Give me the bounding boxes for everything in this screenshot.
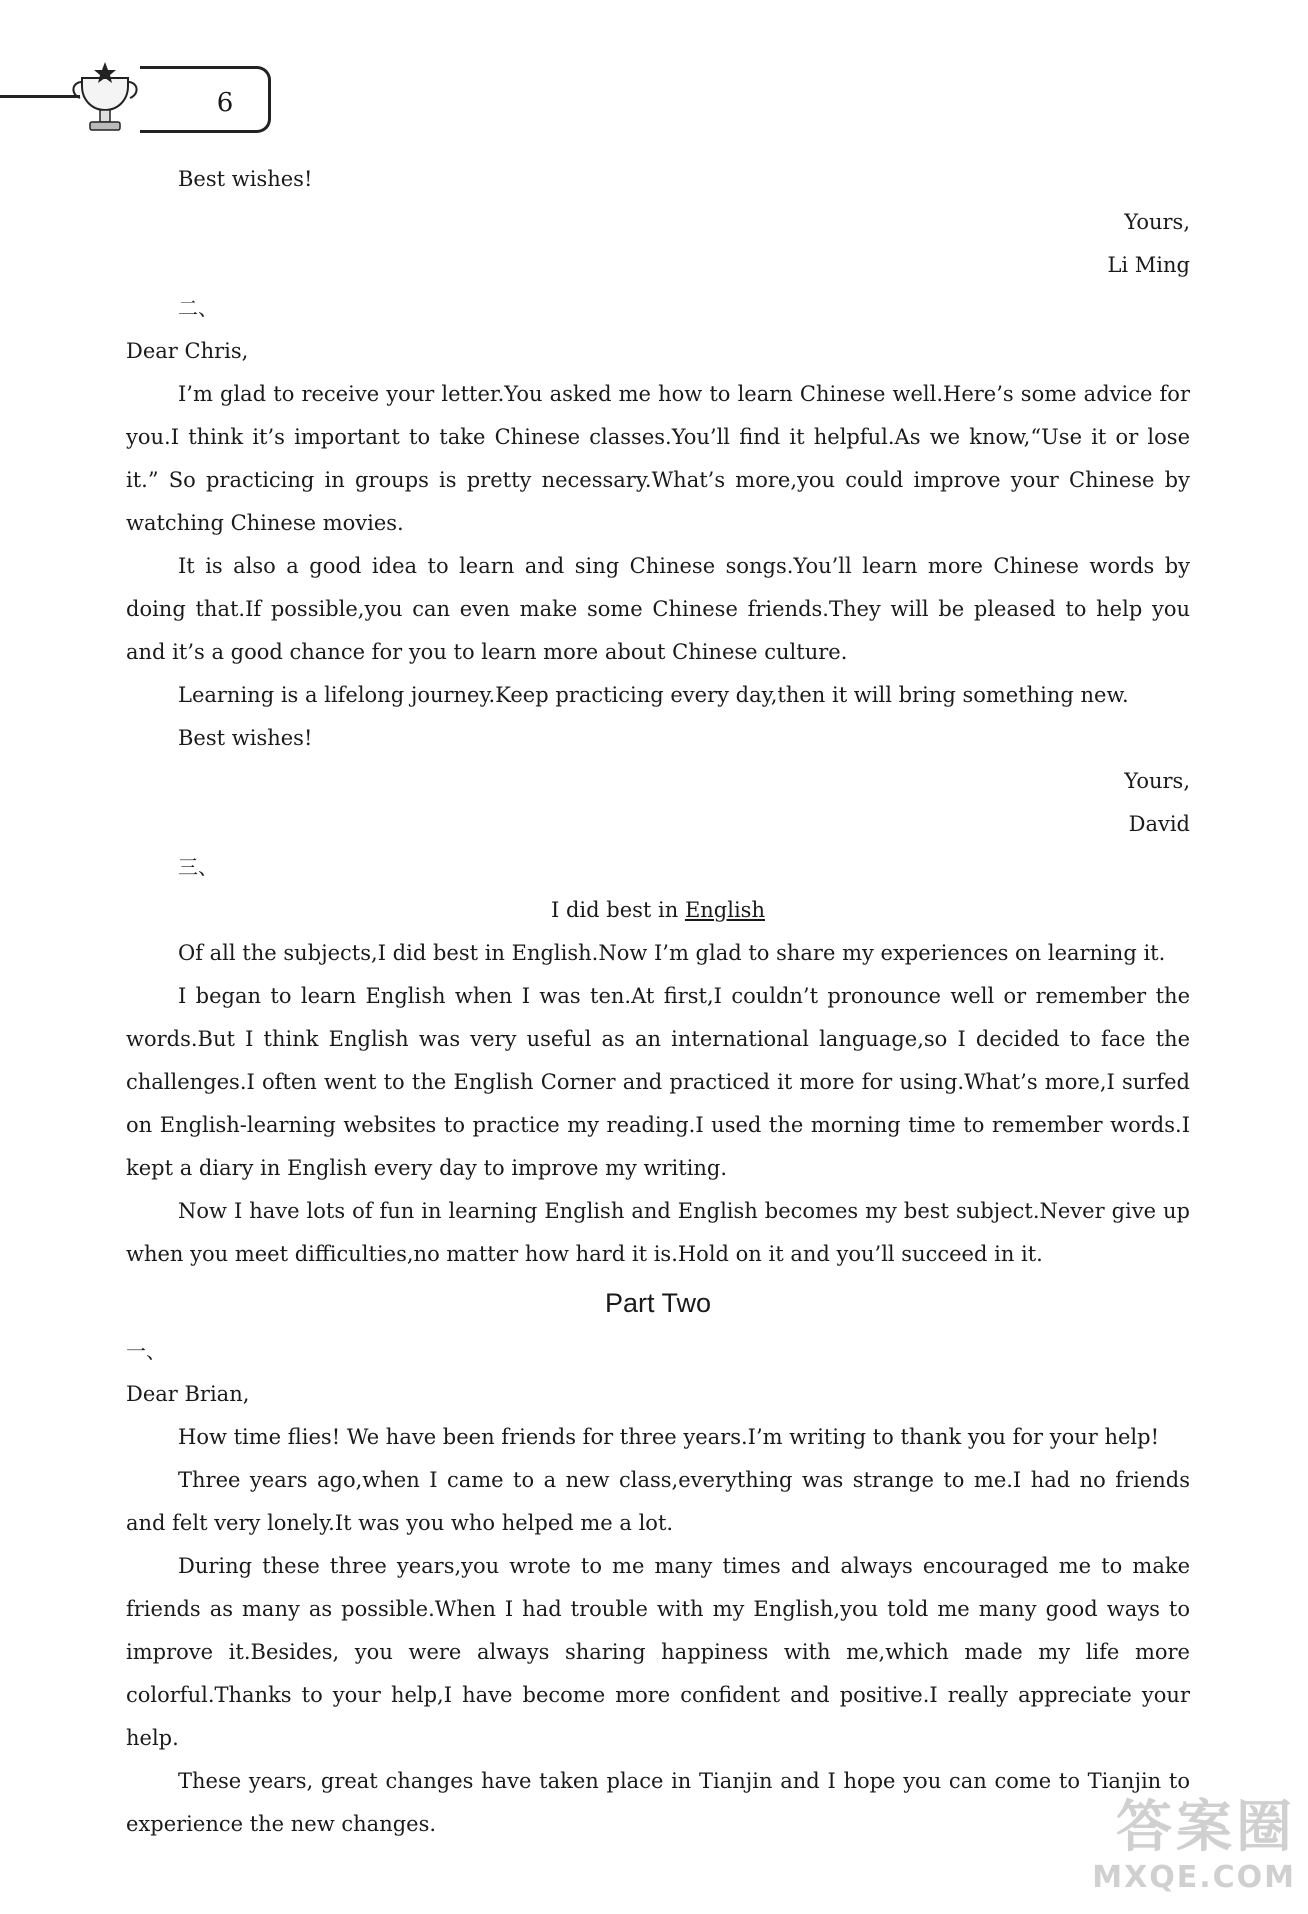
section2-sign-yours: Yours, [1124,769,1190,793]
part-two-paragraph: Three years ago,when I came to a new class,everything was strange to me.I had no friends and felt very lonely.It was you who helped me a lot. [126,1468,1190,1535]
section2-marker: 二、 [178,296,218,320]
section3-paragraph: Of all the subjects,I did best in English.Now I’m glad to share my experiences on learning it. [178,941,1166,965]
section1-sign-name: Li Ming [1107,253,1190,277]
essay-title-underlined: English [684,898,765,922]
part-two-salutation: Dear Brian, [126,1382,250,1406]
section2-closing: Best wishes! [178,726,313,750]
essay-title-prefix: I did best in [551,898,685,922]
document-body [126,158,1190,1846]
section2-paragraph: It is also a good idea to learn and sing Chinese songs.You’ll learn more Chinese words by doing that.If possible,you can even make some Chinese friends.They will be pleased to help you and it’s a good chance for you to learn more about Chinese culture. [126,554,1190,664]
section3-paragraph: Now I have lots of fun in learning English and English becomes my best subject.Never give up when you meet difficulties,no matter how hard it is.Hold on it and you’ll succeed in it. [126,1199,1190,1266]
part-two-paragraph: During these three years,you wrote to me many times and always encouraged me to make friends as many as possible.When I had trouble with my English,you told me many good ways to improve it.Besides, you were always sharing happiness with me,which made my life more colorful.Thanks to your help,I have become more confident and positive.I really appreciate your help. [126,1554,1190,1750]
section3-paragraph: I began to learn English when I was ten.At first,I couldn’t pronounce well or remember the words.But I think English was very useful as an international language,so I decided to face the challenges.I often went to the English Corner and practiced it more for using.What’s more,I surfed on English-learning websites to practice my reading.I used the morning time to remember words.I kept a diary in English every day to improve my writing. [126,984,1190,1180]
watermark-line2: MXQE.COM [1092,1860,1296,1895]
section3-marker: 三、 [178,855,218,879]
part-two-title: Part Two [604,1288,712,1318]
essay-title [126,889,1190,932]
section2-sign-name: David [1128,812,1190,836]
section2-salutation: Dear Chris, [126,339,249,363]
section2-paragraph: I’m glad to receive your letter.You asked me how to learn Chinese well.Here’s some advice for you.I think it’s important to take Chinese classes.You’ll find it helpful.As we know,“Use it or lose it.” So practicing in groups is pretty necessary.What’s more,you could improve your Chinese by watching Chinese movies. [126,382,1190,535]
page-number: 6 [216,88,234,118]
section1-sign-yours: Yours, [1124,210,1190,234]
section2-paragraph: Learning is a lifelong journey.Keep practicing every day,then it will bring something new. [178,683,1129,707]
watermark-line1: 答案圈 [1116,1795,1296,1860]
section1-closing: Best wishes! [178,167,313,191]
trophy-icon [60,60,150,140]
watermark-logo [1046,1796,1296,1906]
part-two-paragraph: How time flies! We have been friends for three years.I’m writing to thank you for your help! [178,1425,1160,1449]
part-two-marker: 一、 [126,1339,166,1363]
part-two-paragraph: These years, great changes have taken place in Tianjin and I hope you can come to Tianjin to experience the new changes. [126,1769,1190,1836]
page-header [0,60,300,140]
